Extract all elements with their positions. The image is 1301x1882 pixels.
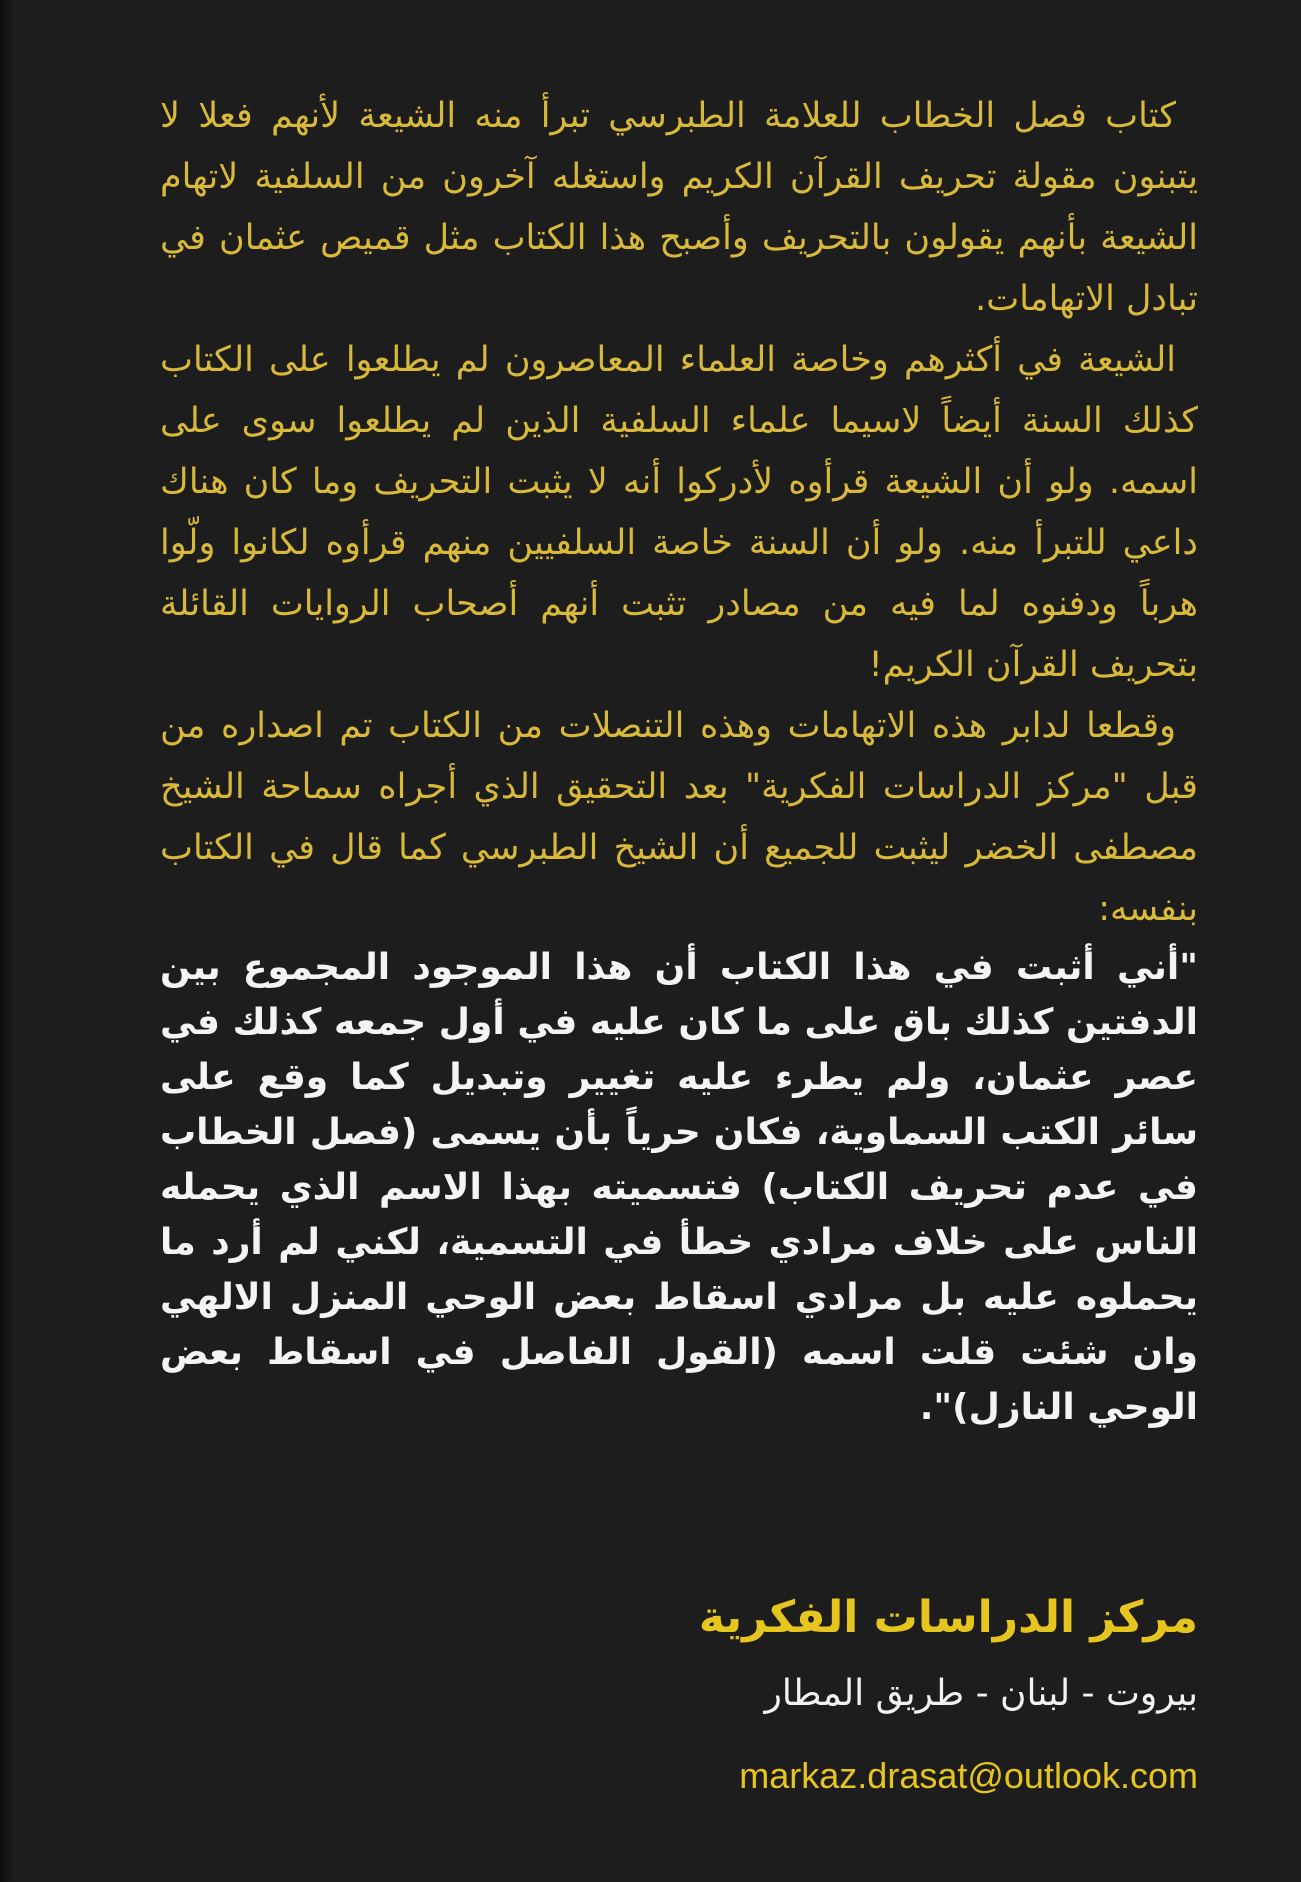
intro-paragraph-1: كتاب فصل الخطاب للعلامة الطبرسي تبرأ منه الشيعة لأنهم فعلا لا يتبنون مقولة تحريف القرآن الكريم واستغله آخرون من السلفية لاتهام الشيعة بأنهم يقولون بالتحريف وأصبح هذا الكتاب مثل قميص عثمان في تبادل الاتهامات.: [160, 96, 1198, 319]
publisher-email: markaz.drasat@outlook.com: [739, 1755, 1198, 1796]
publisher-name: مركز الدراسات الفكرية: [698, 1592, 1198, 1643]
quote-block: [160, 940, 1198, 1435]
intro-paragraph-3: وقطعا لدابر هذه الاتهامات وهذه التنصلات من الكتاب تم اصداره من قبل "مركز الدراسات الفكرية" بعد التحقيق الذي أجراه سماحة الشيخ مصطفى الخضر ليثبت للجميع أن الشيخ الطبرسي كما قال في الكتاب بنفسه:: [160, 706, 1198, 929]
author-quote: "أني أثبت في هذا الكتاب أن هذا الموجود المجموع بين الدفتين كذلك باق على ما كان عليه في أول جمعه كذلك في عصر عثمان، ولم يطرء عليه تغيير وتبديل كما وقع على سائر الكتب السماوية، فكان حرياً بأن يسمى (فصل الخطاب في عدم تحريف الكتاب) فتسميته بهذا الاسم الذي يحمله الناس على خلاف مرادي خطأ في التسمية، لكني لم أرد ما يحملوه عليه بل مرادي اسقاط بعض الوحي المنزل الالهي وان شئت قلت اسمه (القول الفاصل في اسقاط بعض الوحي النازل)".: [160, 947, 1198, 1428]
cover-spine-edge: [0, 0, 14, 1882]
publisher-address: بيروت - لبنان - طريق المطار: [764, 1673, 1198, 1714]
intro-paragraph-2: الشيعة في أكثرهم وخاصة العلماء المعاصرون لم يطلعوا على الكتاب كذلك السنة أيضاً لاسيما علماء السلفية الذين لم يطلعوا سوى على اسمه. ولو أن الشيعة قرأوه لأدركوا أنه لا يثبت التحريف وما كان هناك داعي للتبرأ منه. ولو أن السنة خاصة السلفيين منهم قرأوه لكانوا ولّوا هرباً ودفنوه لما فيه من مصادر تثبت أنهم أصحاب الروايات القائلة بتحريف القرآن الكريم!: [160, 340, 1198, 685]
intro-text-block: [160, 86, 1198, 940]
publisher-footer: [699, 1588, 1198, 1800]
